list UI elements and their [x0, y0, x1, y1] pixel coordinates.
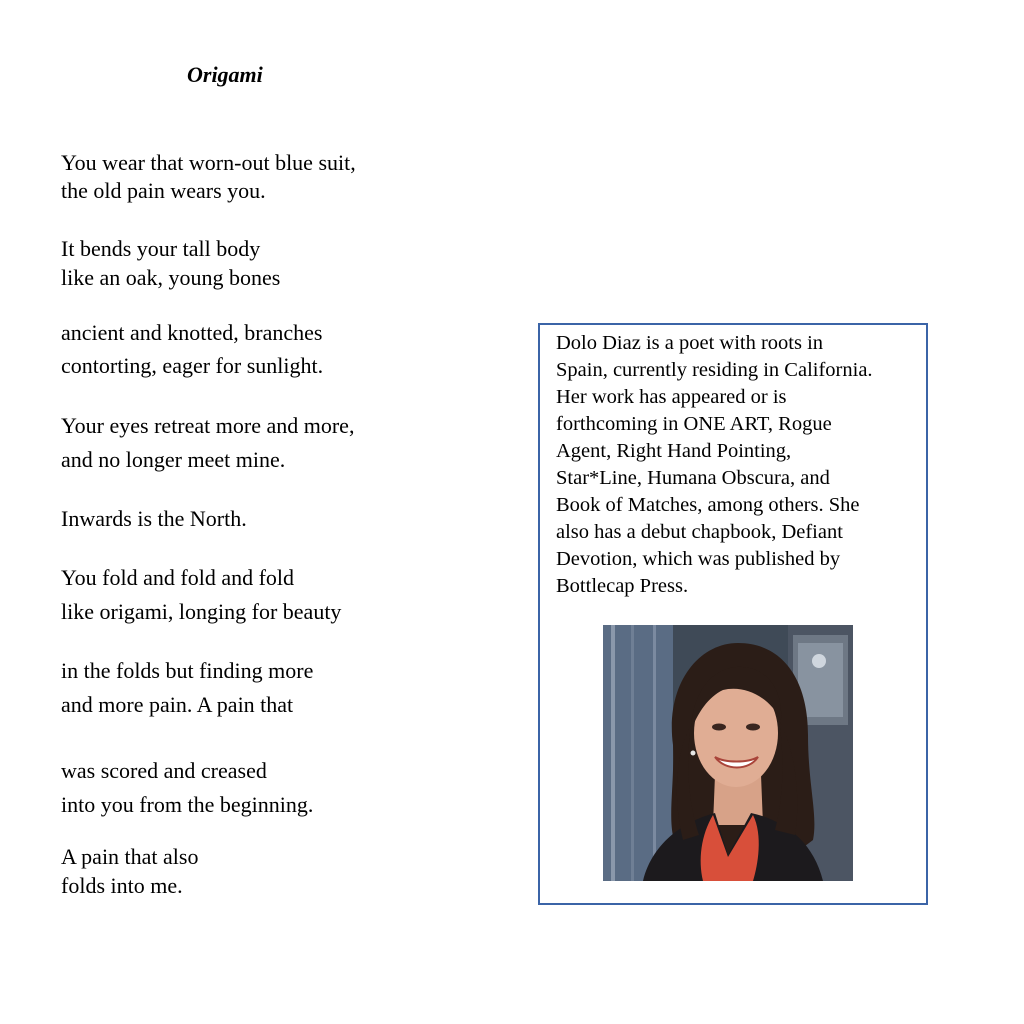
bio-line: forthcoming in ONE ART, Rogue	[556, 413, 832, 435]
poem-line: and more pain. A pain that	[61, 692, 294, 717]
poem-line: folds into me.	[61, 873, 183, 898]
poem-line: like origami, longing for beauty	[61, 599, 342, 624]
poem-line: Your eyes retreat more and more,	[61, 413, 355, 438]
bio-line: Spain, currently residing in California.	[556, 359, 873, 381]
poem-line: contorting, eager for sunlight.	[61, 353, 324, 378]
bio-line: Book of Matches, among others. She	[556, 494, 860, 516]
bio-line: Her work has appeared or is	[556, 386, 787, 408]
poem-line: into you from the beginning.	[61, 792, 314, 817]
bio-line: also has a debut chapbook, Defiant	[556, 521, 843, 543]
author-bio	[556, 330, 926, 600]
author-bio-box	[538, 323, 928, 905]
poem-line: in the folds but finding more	[61, 658, 314, 683]
bio-line: Bottlecap Press.	[556, 575, 689, 597]
poem-line: the old pain wears you.	[61, 178, 266, 203]
poem-line: Inwards is the North.	[61, 506, 247, 531]
poem-line: was scored and creased	[61, 758, 267, 783]
poem-line: ancient and knotted, branches	[61, 320, 323, 345]
poem-line: A pain that also	[61, 844, 199, 869]
bio-line: Devotion, which was published by	[556, 548, 841, 570]
poem-line: You fold and fold and fold	[61, 565, 295, 590]
bio-line: Star*Line, Humana Obscura, and	[556, 467, 830, 489]
poem-line: like an oak, young bones	[61, 265, 281, 290]
poem-line: You wear that worn-out blue suit,	[61, 150, 356, 175]
author-photo	[603, 625, 853, 881]
poem-line: It bends your tall body	[61, 236, 261, 261]
bio-line: Agent, Right Hand Pointing,	[556, 440, 792, 462]
poem-line: and no longer meet mine.	[61, 447, 286, 472]
bio-line: Dolo Diaz is a poet with roots in	[556, 332, 824, 354]
poem-title: Origami	[187, 62, 263, 87]
